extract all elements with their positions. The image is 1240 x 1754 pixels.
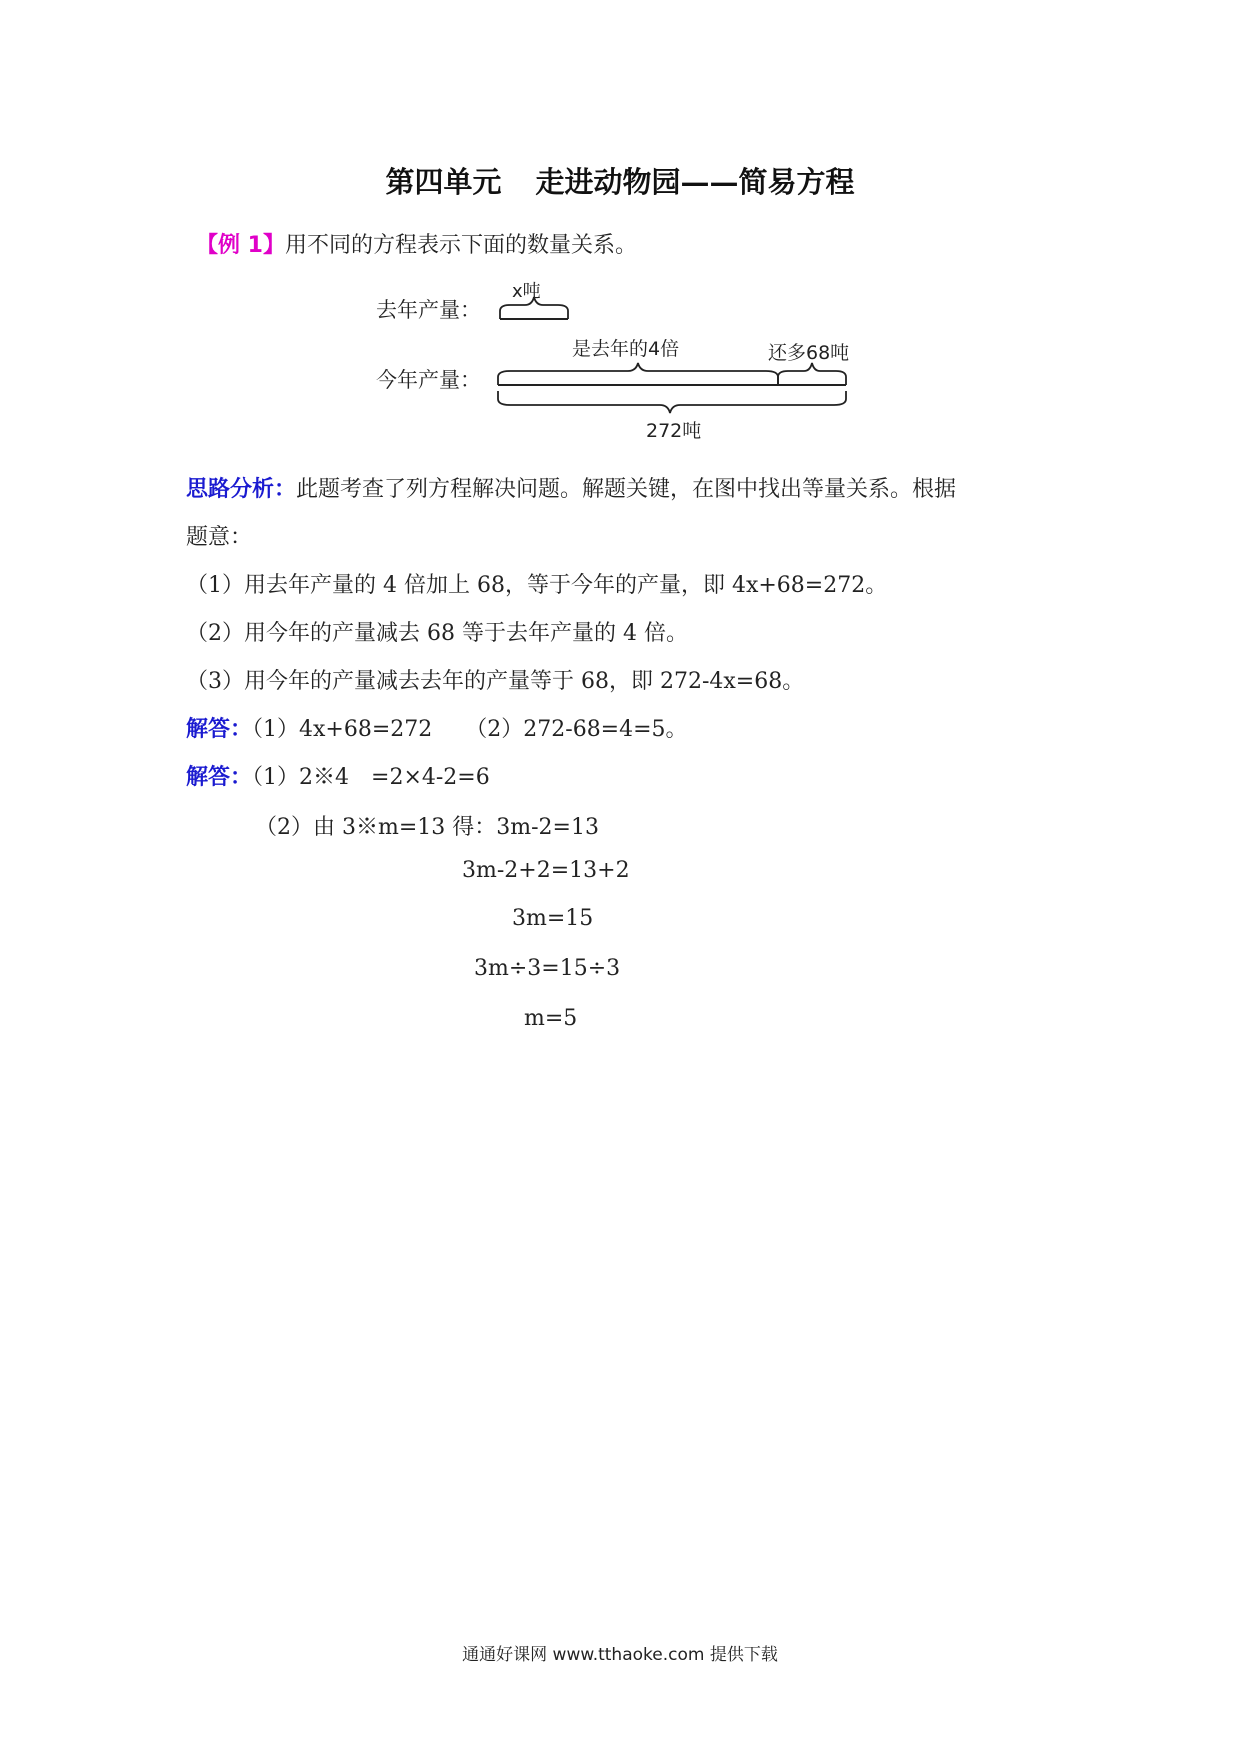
total-label: 272吨 xyxy=(646,420,702,442)
line-segment-diagram xyxy=(370,275,890,455)
times-label: 是去年的4倍 xyxy=(572,338,680,360)
equation-step-2: 3m=15 xyxy=(512,906,594,931)
this-year-label: 今年产量： xyxy=(376,368,481,392)
answer-2 xyxy=(186,760,490,791)
equation-step-1: 3m-2+2=13+2 xyxy=(462,858,630,883)
footer: 通通好课网 www.tthaoke.com 提供下载 xyxy=(462,1645,778,1665)
answer-1 xyxy=(186,712,688,743)
example-text: 用不同的方程表示下面的数量关系。 xyxy=(284,233,637,258)
times-brace xyxy=(498,363,778,385)
more-brace xyxy=(778,363,846,385)
analysis-label: 思路分析： xyxy=(186,477,297,502)
analysis-text: 此题考查了列方程解决问题。解题关键，在图中找出等量关系。根据 xyxy=(296,477,957,502)
analysis-line-1 xyxy=(186,472,956,503)
last-year-label: 去年产量： xyxy=(376,298,481,322)
answer-1-text: （1）4x+68=272 （2）272-68=4=5。 xyxy=(252,717,688,742)
answer-2-line-2: （2）由 3※m=13 得：3m-2=13 xyxy=(255,815,599,840)
equation-step-3: 3m÷3=15÷3 xyxy=(474,956,621,981)
answer-2-label: 解答： xyxy=(186,765,253,790)
total-brace xyxy=(498,391,846,413)
step-3: （3）用今年的产量减去去年的产量等于 68，即 272-4x=68。 xyxy=(186,669,805,694)
example-label: 【例 1】 xyxy=(196,233,285,258)
step-1: （1）用去年产量的 4 倍加上 68，等于今年的产量，即 4x+68=272。 xyxy=(186,573,888,598)
title-topic: 走进动物园——简易方程 xyxy=(535,165,855,199)
answer-2-line-1: （1）2※4 =2×4-2=6 xyxy=(252,765,490,790)
step-2: （2）用今年的产量减去 68 等于去年产量的 4 倍。 xyxy=(186,621,688,646)
page-title xyxy=(0,160,1240,201)
example-1 xyxy=(196,228,637,259)
equation-step-4: m=5 xyxy=(524,1006,578,1031)
answer-1-label: 解答： xyxy=(186,717,253,742)
analysis-line-2: 题意： xyxy=(186,525,253,550)
more-label: 还多68吨 xyxy=(768,342,850,364)
x-ton-label: x吨 xyxy=(512,281,541,302)
title-unit: 第四单元 xyxy=(385,165,502,199)
